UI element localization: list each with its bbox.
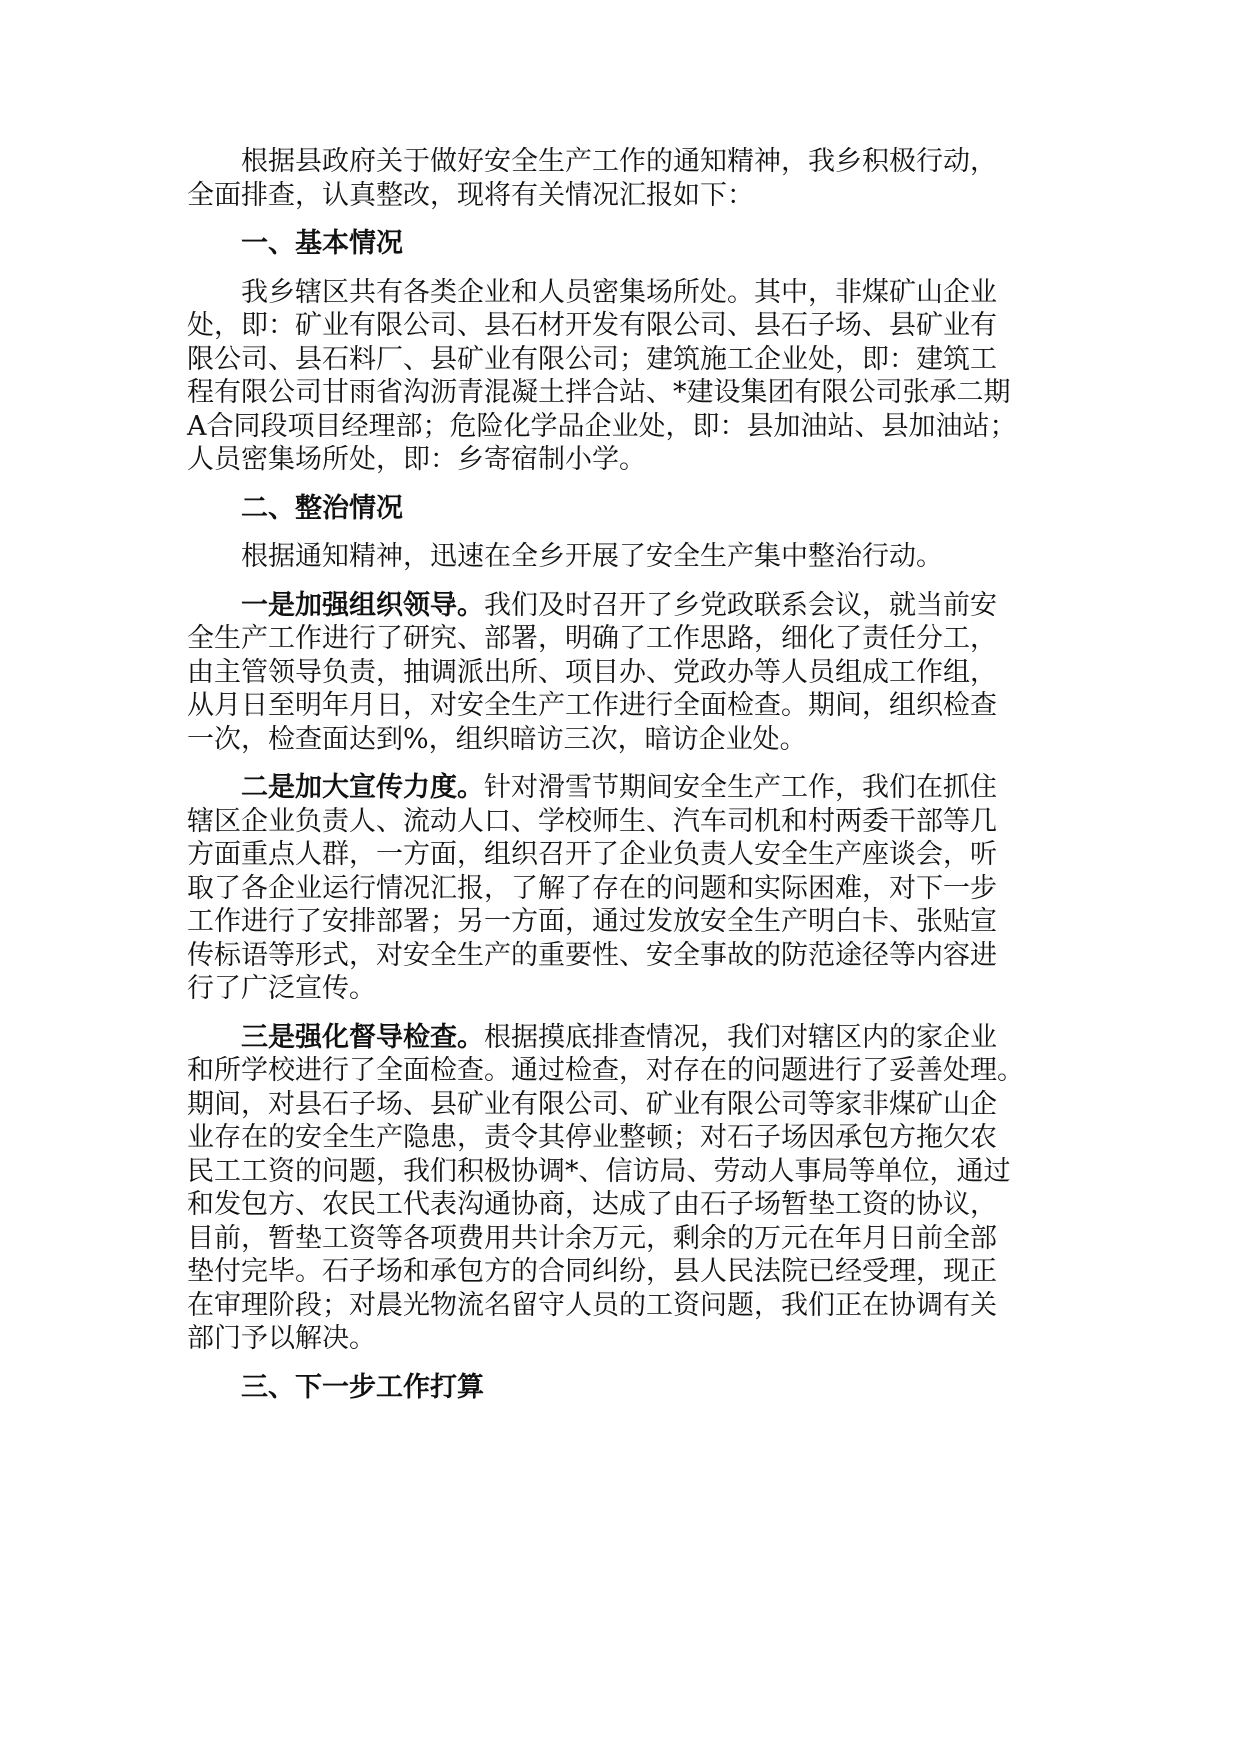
item-text: 我们及时召开了乡党政联系会议，就当前安 [484, 589, 997, 621]
text-line: 目前，暂垫工资等各项费用共计余万元，剩余的万元在年月日前全部 [187, 1222, 997, 1254]
item-text: 针对滑雪节期间安全生产工作，我们在抓住 [484, 772, 997, 803]
text-line: 人员密集场所处，即：乡寄宿制小学。 [187, 444, 646, 475]
item-text: 根据摸底排查情况，我们对辖区内的家企业 [484, 1021, 997, 1053]
text-line: 全面排查，认真整改，现将有关情况汇报如下： [187, 179, 754, 211]
text-line: A合同段项目经理部；危险化学品企业处，即：县加油站、县加油站； [187, 410, 1017, 442]
section-heading [187, 1371, 1067, 1405]
intro-paragraph [187, 145, 1067, 212]
text-line: 根据通知精神，迅速在全乡开展了安全生产集中整治行动。 [241, 541, 943, 572]
text-line: 从月日至明年月日，对安全生产工作进行全面检查。期间，组织检查 [187, 690, 997, 721]
text-line: 行了广泛宣传。 [187, 973, 376, 1004]
text-line [187, 771, 1067, 805]
section-heading [187, 492, 1067, 526]
text-line: 和发包方、农民工代表沟通协商，达成了由石子场暂垫工资的协议， [187, 1189, 997, 1220]
text-line: 期间，对县石子场、县矿业有限公司、矿业有限公司等家非煤矿山企 [187, 1088, 997, 1120]
text-line: 我乡辖区共有各类企业和人员密集场所处。其中，非煤矿山企业 [241, 276, 997, 308]
text-line: 辖区企业负责人、流动人口、学校师生、汽车司机和村两委干部等几 [187, 805, 997, 837]
section-heading [187, 227, 1067, 261]
item-lead: 三是强化督导检查。 [241, 1021, 484, 1053]
text-line [187, 589, 1067, 623]
text-line: 传标语等形式，对安全生产的重要性、安全事故的防范途径等内容进 [187, 939, 997, 971]
text-line: 在审理阶段；对晨光物流名留守人员的工资问题，我们正在协调有关 [187, 1289, 997, 1321]
item-publicity [187, 771, 1067, 1006]
heading-rectification: 二、整治情况 [241, 492, 403, 524]
text-line: 根据县政府关于做好安全生产工作的通知精神，我乡积极行动， [241, 146, 997, 177]
text-line: 一次，检查面达到%，组织暗访三次，暗访企业处。 [187, 723, 807, 755]
text-line: 民工工资的问题，我们积极协调*、信访局、劳动人事局等单位，通过 [187, 1155, 1011, 1187]
rectification-intro [187, 540, 1067, 574]
text-line: 由主管领导负责，抽调派出所、项目办、党政办等人员组成工作组， [187, 656, 997, 688]
text-line: 工作进行了安排部署；另一方面，通过发放安全生产明白卡、张贴宣 [187, 906, 997, 937]
item-lead: 二是加大宣传力度。 [241, 772, 484, 803]
item-inspection [187, 1021, 1067, 1356]
text-line: 取了各企业运行情况汇报，了解了存在的问题和实际困难，对下一步 [187, 872, 997, 904]
document-body [187, 145, 1067, 1404]
basic-situation-paragraph [187, 276, 1067, 477]
heading-next-steps: 三、下一步工作打算 [241, 1371, 484, 1403]
text-line: 垫付完毕。石子场和承包方的合同纠纷，县人民法院已经受理，现正 [187, 1256, 997, 1287]
item-lead: 一是加强组织领导。 [241, 589, 484, 621]
text-line: 程有限公司甘雨省沟沥青混凝土拌合站、*建设集团有限公司张承二期 [187, 377, 1011, 408]
item-organization [187, 589, 1067, 757]
text-line: 处，即：矿业有限公司、县石材开发有限公司、县石子场、县矿业有 [187, 310, 997, 341]
text-line [187, 1021, 1067, 1055]
text-line: 限公司、县石料厂、县矿业有限公司；建筑施工企业处，即：建筑工 [187, 343, 997, 375]
text-line: 方面重点人群，一方面，组织召开了企业负责人安全生产座谈会，听 [187, 839, 997, 870]
text-line: 和所学校进行了全面检查。通过检查，对存在的问题进行了妥善处理。 [187, 1055, 1024, 1086]
text-line: 业存在的安全生产隐患，责令其停业整顿；对石子场因承包方拖欠农 [187, 1122, 997, 1153]
heading-basic-situation: 一、基本情况 [241, 228, 403, 259]
text-line: 部门予以解决。 [187, 1323, 376, 1354]
text-line: 全生产工作进行了研究、部署，明确了工作思路，细化了责任分工， [187, 623, 997, 654]
